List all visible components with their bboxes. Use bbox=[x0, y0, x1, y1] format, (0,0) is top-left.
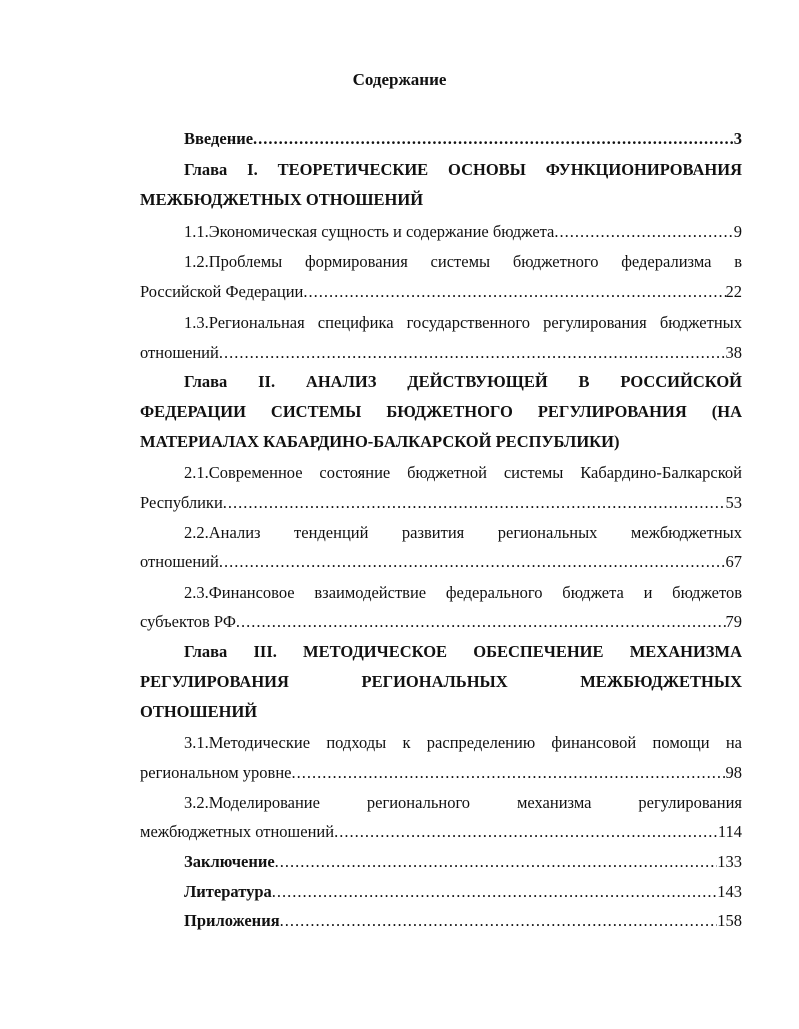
toc-chapter-1-line2: МЕЖБЮДЖЕТНЫХ ОТНОШЕНИЙ bbox=[140, 190, 424, 209]
toc-chapter-1-line1: Глава I. ТЕОРЕТИЧЕСКИЕ ОСНОВЫ ФУНКЦИОНИРОВАНИЯ bbox=[184, 160, 742, 179]
toc-entry-1-3-line1: 1.3.Региональная специфика государственного регулирования бюджетных bbox=[184, 313, 742, 332]
toc-entry-1-2-line1: 1.2.Проблемы формирования системы бюджетного федерализма в bbox=[184, 252, 742, 271]
toc-entry-2-3-line2: субъектов РФ ..... 79 bbox=[140, 610, 742, 634]
toc-chapter-2-line1: Глава II. АНАЛИЗ ДЕЙСТВУЮЩЕЙ В РОССИЙСКОЙ bbox=[184, 372, 742, 391]
toc-entry-3-1-line1: 3.1.Методические подходы к распределению финансовой помощи на bbox=[184, 733, 742, 752]
toc-entry-2-1-line1: 2.1.Современное состояние бюджетной системы Кабардино-Балкарской bbox=[184, 463, 742, 482]
toc-entry-conclusion: Заключение ..... 133 bbox=[184, 850, 742, 874]
toc-entry-1-1: 1.1.Экономическая сущность и содержание бюджета ..... 9 bbox=[184, 220, 742, 244]
toc-chapter-3-line3: ОТНОШЕНИЙ bbox=[140, 702, 258, 721]
toc-entry-3-2-line1: 3.2.Моделирование регионального механизма регулирования bbox=[184, 793, 742, 812]
toc-title: Содержание bbox=[352, 70, 447, 89]
toc-entry-2-3-line1: 2.3.Финансовое взаимодействие федерального бюджета и бюджетов bbox=[184, 583, 742, 602]
toc-entry-2-2-line1: 2.2.Анализ тенденций развития региональных межбюджетных bbox=[184, 523, 742, 542]
toc-entry-1-3-line2: отношений ..... 38 bbox=[140, 341, 742, 365]
toc-chapter-3-line1: Глава III. МЕТОДИЧЕСКОЕ ОБЕСПЕЧЕНИЕ МЕХАНИЗМА bbox=[184, 642, 742, 661]
toc-entry-2-1-line2: Республики ..... 53 bbox=[140, 491, 742, 515]
toc-chapter-3-line2: РЕГУЛИРОВАНИЯ РЕГИОНАЛЬНЫХ МЕЖБЮДЖЕТНЫХ bbox=[140, 672, 742, 691]
toc-entry-intro: Введение ..... 3 bbox=[184, 127, 742, 151]
toc-entry-literature: Литература ..... 143 bbox=[184, 880, 742, 904]
toc-entry-appendix: Приложения ..... 158 bbox=[184, 909, 742, 933]
toc-entry-1-2-line2: Российской Федерации ..... 22 bbox=[140, 280, 742, 304]
toc-entry-3-1-line2: региональном уровне ..... 98 bbox=[140, 761, 742, 785]
toc-entry-3-2-line2: межбюджетных отношений ..... 114 bbox=[140, 820, 742, 844]
toc-entry-2-2-line2: отношений ..... 67 bbox=[140, 550, 742, 574]
toc-chapter-2-line2: ФЕДЕРАЦИИ СИСТЕМЫ БЮДЖЕТНОГО РЕГУЛИРОВАНИЯ (НА bbox=[140, 402, 742, 421]
toc-chapter-2-line3: МАТЕРИАЛАХ КАБАРДИНО-БАЛКАРСКОЙ РЕСПУБЛИКИ) bbox=[140, 432, 620, 451]
